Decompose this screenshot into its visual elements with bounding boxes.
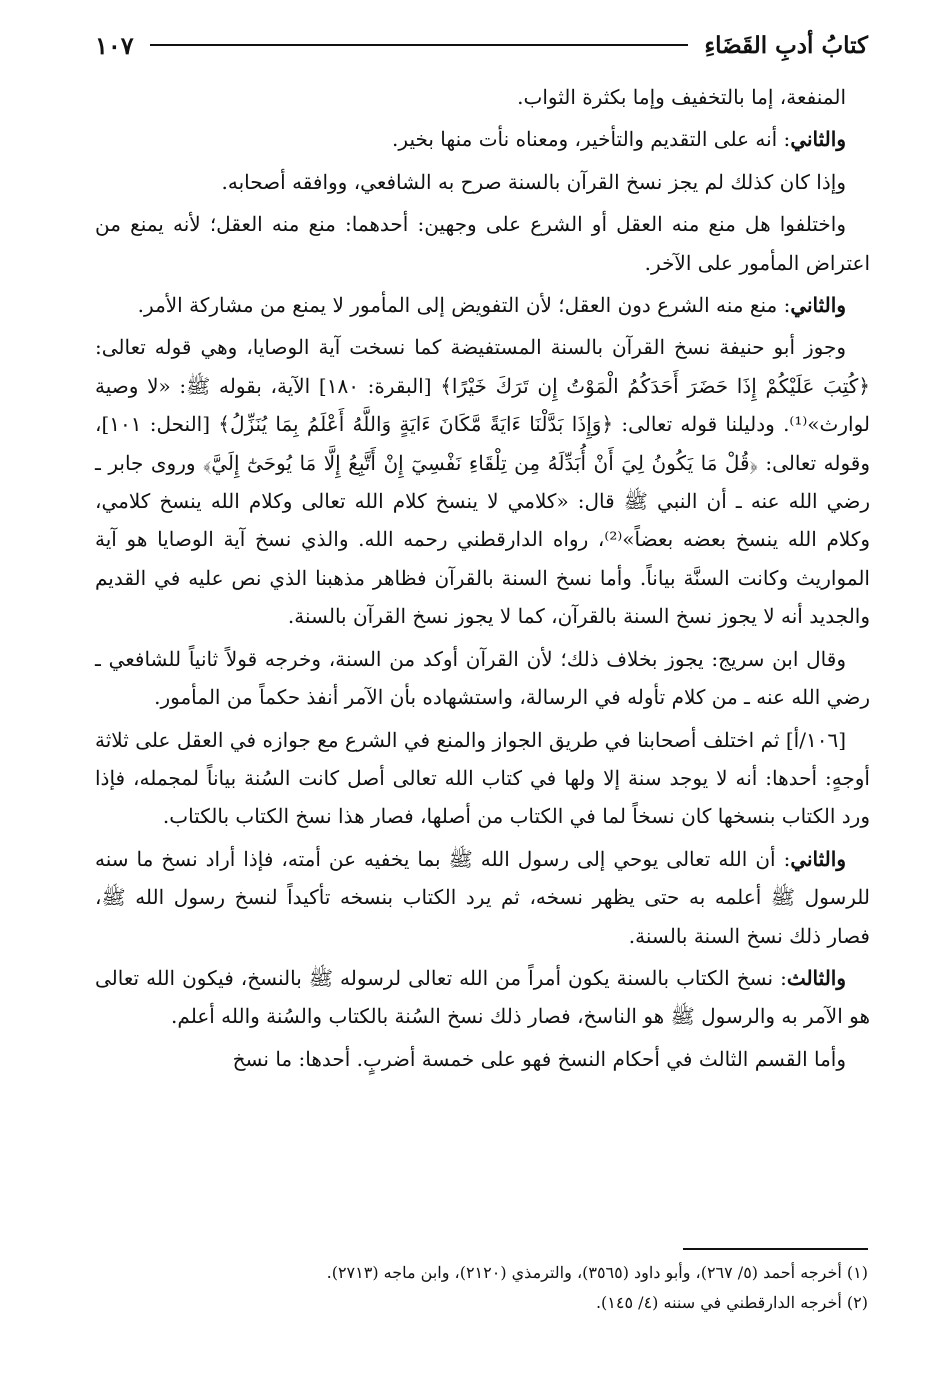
footnote-2: (٢) أخرجه الدارقطني في سننه (٤/ ١٤٥). <box>595 1293 868 1312</box>
footnote-1: (١) أخرجه أحمد (٥/ ٢٦٧)، وأبو داود (٣٥٦٥)، والترمذي (٢١٢٠)، وابن ماجه (٢٧١٣). <box>326 1263 868 1282</box>
main-text <box>95 78 870 1078</box>
paragraph-lead: والثاني <box>790 127 846 152</box>
footnotes <box>95 1258 868 1318</box>
page-header <box>95 20 868 70</box>
paragraph <box>95 286 870 324</box>
paragraph-lead: والثاني <box>790 293 846 318</box>
paragraph <box>95 120 870 158</box>
paragraph <box>95 1040 870 1078</box>
paragraph-text: : أنه على التقديم والتأخير، ومعناه نأت منها بخير. <box>392 127 791 152</box>
paragraph <box>95 840 870 955</box>
paragraph <box>95 959 870 1036</box>
paragraph-text: وإذا كان كذلك لم يجز نسخ القرآن بالسنة صرح به الشافعي، ووافقه أصحابه. <box>221 169 846 194</box>
page-number: ١٠٧ <box>95 30 134 60</box>
paragraph-text: : أن الله تعالى يوحي إلى رسول الله ﷺ بما يخفيه عن أمته، فإذا أراد نسخ ما سنه للرسول ﷺ أعلمه به حتى يظهر نسخه، ثم يرد الكتاب بنسخه تأكيداً لنسخ رسول الله ﷺ، فصار ذلك نسخ السنة بالسنة. <box>95 846 870 948</box>
paragraph <box>95 328 870 635</box>
header-rule <box>150 44 689 46</box>
paragraph-text: المنفعة، إما بالتخفيف وإما بكثرة الثواب. <box>517 85 846 109</box>
book-title: كتابُ أدبِ القَضَاءِ <box>704 31 868 59</box>
paragraph-text: وقال ابن سريج: يجوز بخلاف ذلك؛ لأن القرآن أوكد من السنة، وخرجه قولاً ثانياً للشافعي ـ رضي الله عنه ـ من كلام تأوله في الرسالة، واستشهاده بأن الآمر أنفذ حكماً من المأمور. <box>95 646 870 710</box>
paragraph-text: : منع منه الشرع دون العقل؛ لأن التفويض إلى المأمور لا يمنع من مشاركة الأمر. <box>137 293 791 318</box>
paragraph <box>95 640 870 717</box>
paragraph-lead: والثالث <box>786 965 846 990</box>
paragraph <box>95 163 870 201</box>
paragraph-text: [١٠٦/أ] ثم اختلف أصحابنا في طريق الجواز والمنع في الشرع مع جوازه في العقل على ثلاثة أوجهٍ: أحدها: أنه لا يوجد سنة إلا ولها في كتاب الله تعالى أصل كانت السُنة بياناً لمجمله، فإذا ورد الكتاب بنسخها كان نسخاً لما في الكتاب من أصلها، فصار هذا نسخ الكتاب بالكتاب. <box>95 727 870 829</box>
paragraph-text: : نسخ الكتاب بالسنة يكون أمراً من الله تعالى لرسوله ﷺ بالنسخ، فيكون الله تعالى هو الآمر به والرسول ﷺ هو الناسخ، فصار ذلك نسخ السُنة بالكتاب والسُنة والله أعلم. <box>95 965 870 1029</box>
paragraph <box>95 205 870 282</box>
paragraph <box>95 78 870 116</box>
paragraph-text: وأما القسم الثالث في أحكام النسخ فهو على خمسة أضربٍ. أحدها: ما نسخ <box>232 1046 846 1071</box>
footnote-divider <box>683 1248 868 1250</box>
paragraph <box>95 721 870 836</box>
paragraph-text: واختلفوا هل منع منه العقل أو الشرع على وجهين: أحدهما: منع منه العقل؛ لأنه يمنع من اعتراض المأمور على الآخر. <box>95 212 870 275</box>
paragraph-lead: والثاني <box>790 846 846 871</box>
paragraph-text: وجوز أبو حنيفة نسخ القرآن بالسنة المستفيضة كما نسخت آية الوصايا، وهي قوله تعالى: ﴿كُتِبَ عَلَيْكُمْ إِذَا حَضَرَ أَحَدَكُمُ الْمَوْتُ إِن تَرَكَ خَيْرًا﴾ [البقرة: ١٨٠] الآية، بقوله ﷺ: «لا وصية لوارث»⁽¹⁾. ودليلنا قوله تعالى: ﴿وَإِذَا بَدَّلْنَا ءَايَةً مَّكَانَ ءَايَةٍ وَاللَّهُ أَعْلَمُ بِمَا يُنَزِّلُ﴾ [النحل: ١٠١]، وقوله تعالى: ﴿قُلْ مَا يَكُونُ لِيَ أَنْ أُبَدِّلَهُ مِن تِلْقَاءِ نَفْسِيٓ إِنْ أَتَّبِعُ إِلَّا مَا يُوحَىٰٓ إِلَيَّ﴾ وروى جابر ـ رضي الله عنه ـ أن النبي ﷺ قال: «كلامي لا ينسخ كلام الله تعالى وكلام الله ينسخ كلامي، وكلام الله ينسخ بعضه بعضاً»⁽²⁾، رواه الدارقطني رحمه الله. والذي نسخ آية الوصايا هو آية المواريث وكانت السنَّة بياناً. وأما نسخ السنة بالقرآن فظاهر مذهبنا الذي نص عليه في القديم والجديد أنه لا يجوز نسخ السنة بالقرآن، كما لا يجوز نسخ القرآن بالسنة. <box>95 335 870 629</box>
